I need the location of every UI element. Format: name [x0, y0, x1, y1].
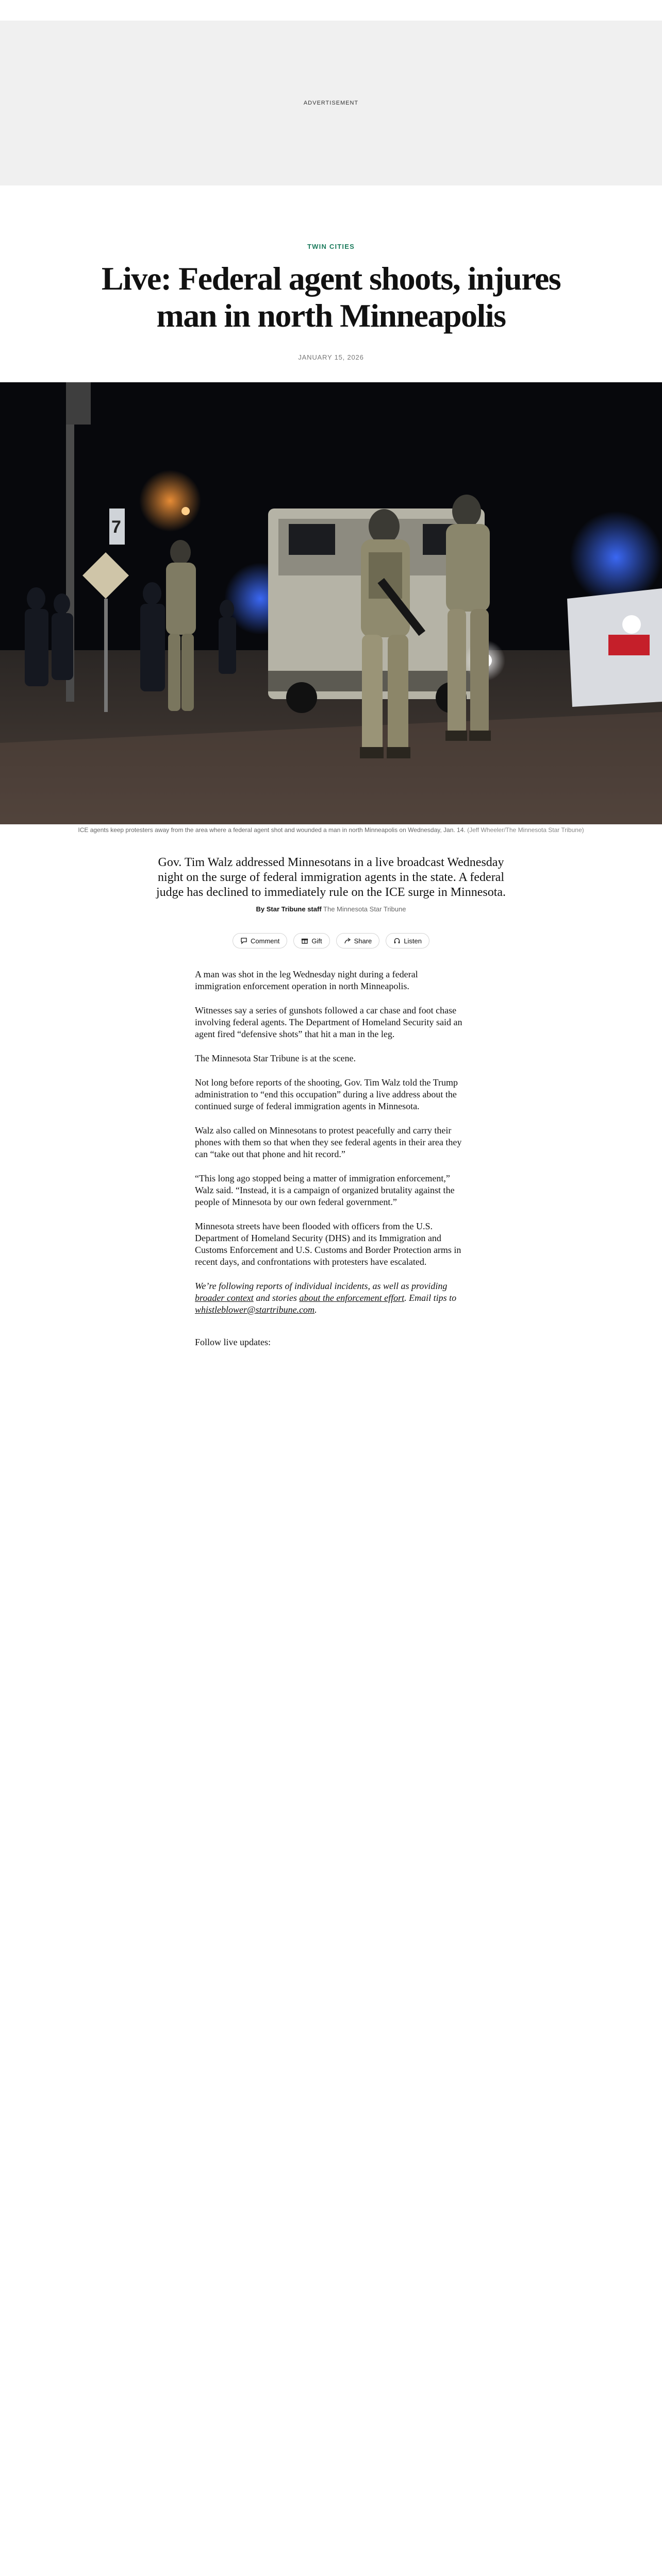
publish-date: JANUARY 15, 2026 [298, 353, 364, 361]
body-paragraph: “This long ago stopped being a matter of immigration enforcement,” Walz said. “Instead, it is a campaign of organized brutality against the people of Minnesota by our own federal government.” [195, 1173, 455, 1207]
photo-caption [0, 826, 662, 834]
body-paragraph: A man was shot in the leg Wednesday night during a federal immigration enforcement operation in north Minneapolis. [195, 969, 418, 991]
note-text: . Email tips to [404, 1293, 457, 1303]
comment-label: Comment [251, 937, 280, 945]
svg-text:7: 7 [111, 517, 121, 537]
comment-button[interactable] [233, 933, 287, 948]
gift-icon [301, 937, 308, 944]
body-paragraph: Minnesota streets have been flooded with officers from the U.S. Department of Homeland Security (DHS) and its Immigration and Customs Enforcement and U.S. Customs and Border Protection arms in recent days, and confrontations with protesters have escalated. [195, 1221, 461, 1267]
article-body [195, 969, 466, 1361]
body-paragraph: Witnesses say a series of gunshots followed a car chase and foot chase involving federal agents. The Department of Homeland Security said an agent fired “defensive shots” that hit a man in the leg. [195, 1005, 462, 1039]
article-headline: Live: Federal agent shoots, injures man in north Minneapolis [101, 260, 561, 334]
listen-button[interactable] [386, 933, 429, 948]
broader-context-link[interactable]: broader context [195, 1293, 254, 1303]
share-icon [344, 937, 351, 944]
headphones-icon [393, 937, 401, 944]
share-button[interactable] [336, 933, 380, 948]
lead-photo [0, 382, 662, 824]
note-text: We’re following reports of individual incidents, as well as providing [195, 1281, 448, 1291]
share-label: Share [354, 937, 372, 945]
editor-note [195, 1280, 466, 1316]
comment-icon [240, 937, 247, 944]
listen-label: Listen [404, 937, 422, 945]
note-text: . [315, 1304, 317, 1315]
body-paragraph: The Minnesota Star Tribune is at the scene. [195, 1053, 356, 1063]
section-kicker-link[interactable]: TWIN CITIES [307, 243, 355, 250]
note-text: and stories [253, 1293, 300, 1303]
byline-outlet: The Minnesota Star Tribune [323, 905, 406, 913]
gift-button[interactable] [293, 933, 329, 948]
live-updates-intro: Follow live updates: [195, 1337, 271, 1347]
gift-label: Gift [311, 937, 322, 945]
article-dek: Gov. Tim Walz addressed Minnesotans in a live broadcast Wednesday night on the surge of federal immigration agents in the state. A federal judge has declined to immediately rule on the ICE surge in Minnesota. [156, 856, 506, 899]
byline [0, 905, 662, 913]
body-paragraph: Walz also called on Minnesotans to protest peacefully and carry their phones with them so that when they see federal agents in their area they can “take out that phone and hit record.” [195, 1125, 462, 1159]
advertisement-label: ADVERTISEMENT [303, 100, 359, 106]
caption-text: ICE agents keep protesters away from the area where a federal agent shot and wounded a man in north Minneapolis on Wednesday, Jan. 14. [78, 826, 466, 834]
photo-credit: (Jeff Wheeler/The Minnesota Star Tribune) [467, 826, 584, 834]
article-action-bar [0, 933, 662, 948]
body-paragraph: Not long before reports of the shooting, Gov. Tim Walz told the Trump administration to “end this occupation” during a live address about the continued surge of federal immigration agents in Minnesota. [195, 1077, 458, 1111]
tips-email-link[interactable]: whistleblower@startribune.com [195, 1304, 315, 1315]
byline-author-link[interactable]: By Star Tribune staff [256, 905, 322, 913]
enforcement-effort-link[interactable]: about the enforcement effort [299, 1293, 405, 1303]
